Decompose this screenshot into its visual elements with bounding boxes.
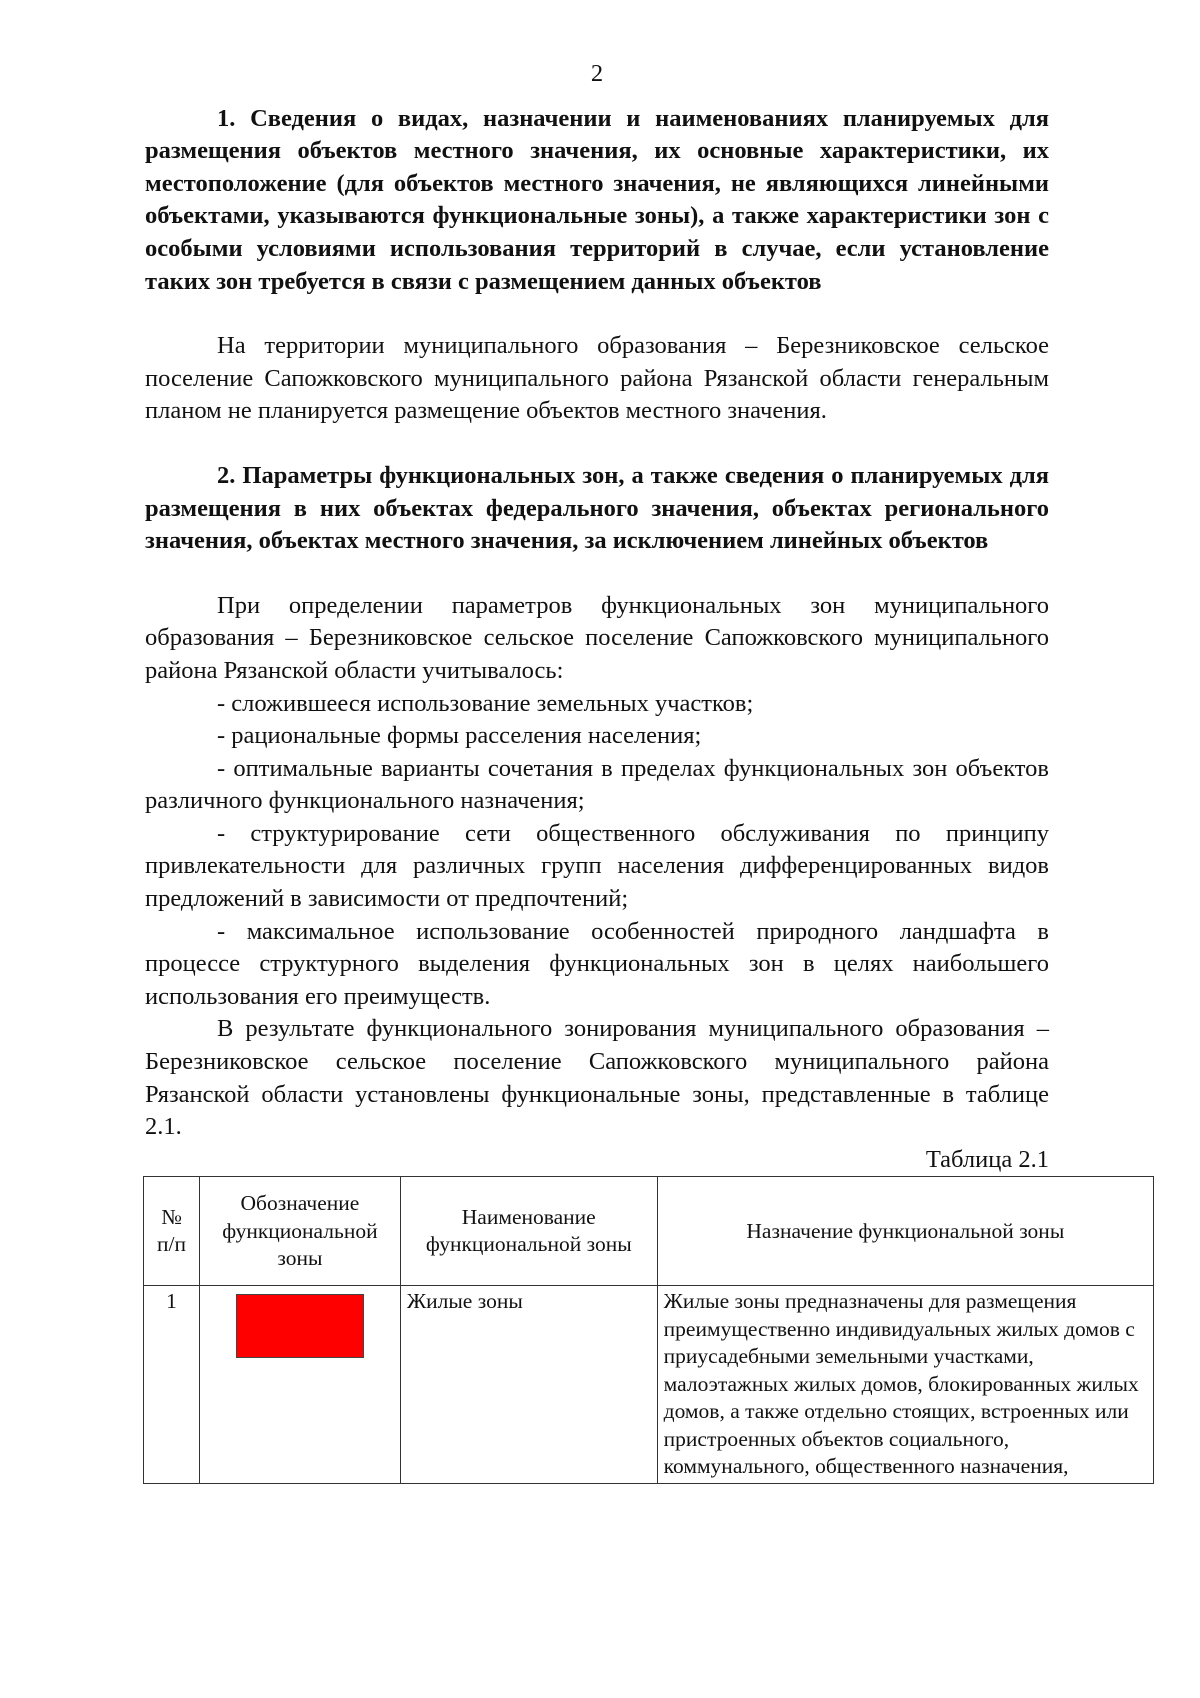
table-caption: Таблица 2.1 [925,1145,1049,1173]
section-1-text: На территории муниципального образования – Березниковское сельское поселение Сапожковского муниципального района Рязанской области генеральным планом не планируется размещение объектов местного значения. [145,332,1049,425]
spacer [145,428,1049,460]
list-item: - рациональные формы расселения населения; [217,722,702,750]
zone-purpose: Жилые зоны предназначены для размещения преимущественно индивидуальных жилых домов с приусадебными земельными участками, малоэтажных жилых домов, блокированных жилых домов, а также отдельно стоящих, встроенных или пристроенных объектов социального, коммунального, общественного назначения, [657,1286,1153,1484]
zone-symbol-cell [199,1286,400,1484]
section-2-heading: 2. Параметры функциональных зон, а также сведения о планируемых для размещения в них объектах федерального значения, объектах регионального значения, объектах местного значения, за исключением линейных объектов [145,461,1049,555]
zone-color-swatch [236,1294,364,1358]
row-number: 1 [144,1286,200,1484]
section-2-intro: При определении параметров функциональных зон муниципального образования – Березниковское сельское поселение Сапожковского муниципального района Рязанской области учитывалось: [145,591,1049,684]
list-item: - максимальное использование особенностей природного ландшафта в процессе структурного выделения функциональных зон в целях наибольшего использования его преимуществ. [145,917,1049,1010]
header-name: Наименование функциональной зоны [400,1177,657,1286]
header-symbol: Обозначение функциональной зоны [199,1177,400,1286]
list-item: - структурирование сети общественного обслуживания по принципу привлекательности для различных групп населения дифференцированных видов предложений в зависимости от предпочтений; [145,819,1049,913]
header-number: № п/п [144,1177,200,1286]
page-number: 2 [590,60,604,87]
section-2-result: В результате функционального зонирования муниципального образования – Березниковское сельское поселение Сапожковского муниципального района Рязанской области установлены функциональные зоны, представленные в таблице 2.1. [145,1015,1049,1141]
zones-table [143,1176,1154,1484]
section-1-heading: 1. Сведения о видах, назначении и наименованиях планируемых для размещения объектов местного значения, их основные характеристики, их местоположение (для объектов местного значения, не являющихся линейными объектами, указываются функциональные зоны), а также характеристики зон с особыми условиями использования территорий в случае, если установление таких зон требуется в связи с размещением данных объектов [145,104,1049,295]
header-purpose: Назначение функциональной зоны [657,1177,1153,1286]
spacer [145,558,1049,590]
list-item: - оптимальные варианты сочетания в пределах функциональных зон объектов различного функционального назначения; [145,754,1049,815]
list-item: - сложившееся использование земельных участков; [217,689,754,717]
table-row [144,1286,1154,1484]
spacer [145,298,1049,330]
table-header-row [144,1177,1154,1286]
page-content [145,58,1139,1484]
zone-name: Жилые зоны [400,1286,657,1484]
